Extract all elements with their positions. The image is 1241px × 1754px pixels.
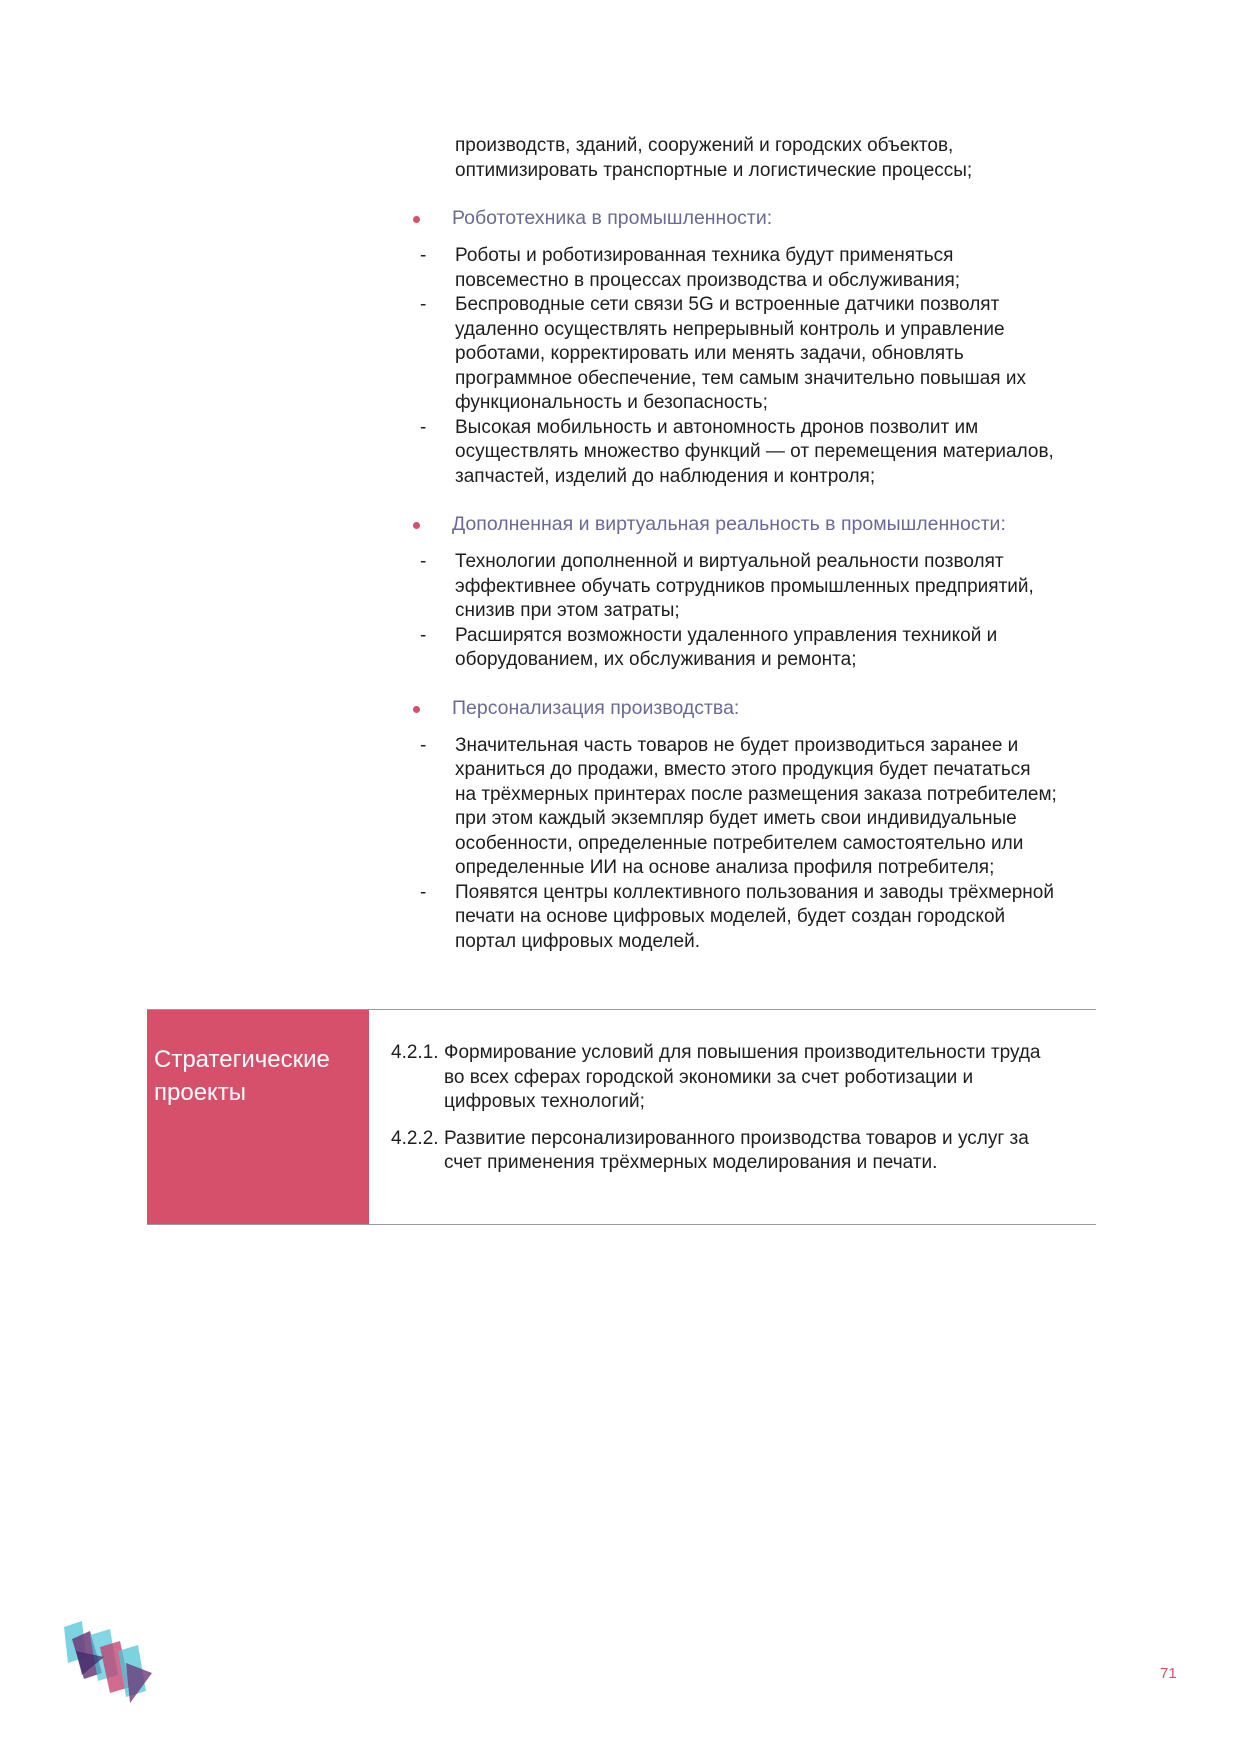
text-line: запчастей, изделий до наблюдения и контроля; <box>455 465 876 487</box>
dash-marker: - <box>420 734 427 756</box>
list-item <box>405 550 1105 624</box>
bullet-dot-icon <box>413 706 420 713</box>
project-item <box>391 1041 1091 1115</box>
section-robotics <box>405 205 1105 489</box>
bullet-dot-icon <box>413 522 420 529</box>
text-line: цифровых технологий; <box>444 1091 645 1112</box>
list-item <box>405 881 1105 955</box>
dash-marker: - <box>420 416 427 438</box>
text-line: Значительная часть товаров не будет производиться заранее и <box>455 734 1019 756</box>
text-line: определенные ИИ на основе анализа профиля потребителя; <box>455 857 995 878</box>
list-item <box>405 293 1105 416</box>
text-line: Развитие персонализированного производства товаров и услуг за <box>444 1127 1029 1149</box>
text-line: Беспроводные сети связи 5G и встроенные датчики позволят <box>455 294 1000 315</box>
text-line: Технологии дополненной и виртуальной реальности позволят <box>455 551 1004 572</box>
list-item <box>405 624 1105 673</box>
label-line: Стратегические <box>154 1046 330 1073</box>
text-line: Формирование условий для повышения производительности труда <box>444 1042 1041 1063</box>
dash-marker: - <box>420 245 427 266</box>
section-personalization <box>405 695 1105 955</box>
text-line: счет применения трёхмерных моделирования и печати. <box>444 1152 938 1173</box>
project-number: 4.2.2. <box>391 1127 439 1149</box>
text-line: особенности, определенные потребителем самостоятельно или <box>455 832 1024 854</box>
text-line: производств, зданий, сооружений и городских объектов, <box>455 135 954 156</box>
text-line: Расширятся возможности удаленного управления техникой и <box>455 624 998 646</box>
dash-marker: - <box>420 624 427 646</box>
list-item <box>405 244 1105 293</box>
text-line: снизив при этом затраты; <box>455 600 680 621</box>
dash-marker: - <box>420 551 427 572</box>
dash-marker: - <box>420 294 427 315</box>
text-line: функциональность и безопасность; <box>455 392 768 413</box>
section-heading: Персонализация производства: <box>405 695 1105 721</box>
text-line: роботами, корректировать или менять задачи, обновлять <box>455 343 964 364</box>
text-line: осуществлять множество функций — от перемещения материалов, <box>455 441 1054 462</box>
label-line: проекты <box>154 1079 247 1106</box>
main-content <box>405 134 1105 954</box>
text-line: Роботы и роботизированная техника будут применяться <box>455 245 954 266</box>
section-heading: Дополненная и виртуальная реальность в промышленности: <box>405 511 1105 537</box>
list-item <box>405 734 1105 881</box>
strategic-projects-label <box>147 1010 369 1224</box>
text-line: при этом каждый экземпляр будет иметь свои индивидуальные <box>455 808 1017 829</box>
bullet-dot-icon <box>413 216 420 223</box>
text-line: оборудованием, их обслуживания и ремонта; <box>455 649 857 670</box>
text-line: печати на основе цифровых моделей, будет создан городской <box>455 906 1006 927</box>
list-item <box>405 416 1105 490</box>
text-line: эффективнее обучать сотрудников промышленных предприятий, <box>455 575 1034 597</box>
project-number: 4.2.1. <box>391 1042 439 1063</box>
section-heading: Робототехника в промышленности: <box>405 205 1105 231</box>
text-line: на трёхмерных принтерах после размещения заказа потребителем; <box>455 783 1057 805</box>
continuation-text <box>455 134 1105 183</box>
text-line: во всех сферах городской экономики за счет роботизации и <box>444 1066 974 1088</box>
brand-logo-icon <box>60 1617 160 1705</box>
dash-marker: - <box>420 881 427 903</box>
page-number: 71 <box>1160 1665 1177 1682</box>
section-ar-vr <box>405 511 1105 673</box>
text-line: программное обеспечение, тем самым значительно повышая их <box>455 367 1026 389</box>
text-line: повсеместно в процессах производства и обслуживания; <box>455 269 961 291</box>
text-line: Появятся центры коллективного пользования и заводы трёхмерной <box>455 881 1054 903</box>
strategic-projects-block <box>147 1009 1096 1225</box>
text-line: Высокая мобильность и автономность дронов позволит им <box>455 416 979 438</box>
text-line: храниться до продажи, вместо этого продукция будет печататься <box>455 759 1031 780</box>
text-line: портал цифровых моделей. <box>455 930 700 952</box>
project-item <box>391 1127 1091 1176</box>
text-line: оптимизировать транспортные и логистические процессы; <box>455 159 973 181</box>
projects-list <box>391 1041 1091 1188</box>
logo-shape <box>126 1663 152 1703</box>
text-line: удаленно осуществлять непрерывный контроль и управление <box>455 318 1005 340</box>
